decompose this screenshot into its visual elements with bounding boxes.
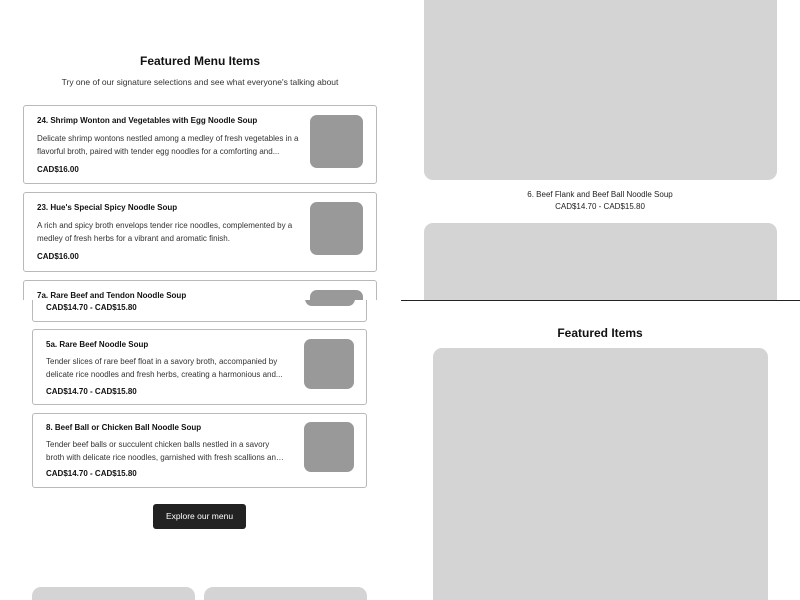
menu-item-card[interactable]: [23, 280, 377, 300]
menu-item-image: [304, 422, 354, 472]
explore-menu-button[interactable]: Explore our menu: [153, 504, 246, 529]
dish-image-placeholder: [424, 223, 777, 300]
featured-menu-title: Featured Menu Items: [139, 54, 261, 68]
featured-items-pane: [400, 300, 800, 600]
menu-item-title: 7a. Rare Beef and Tendon Noodle Soup: [37, 291, 187, 300]
dish-name: 6. Beef Flank and Beef Ball Noodle Soup: [527, 190, 673, 199]
pane-divider: [401, 300, 800, 301]
menu-item-image: [305, 300, 355, 306]
featured-item-image-placeholder: [433, 348, 768, 600]
menu-item-description: Tender beef balls or succulent chicken balls nestled in a savory broth with delicate rice noodles, garnished with fresh scallions and: [46, 440, 281, 462]
gallery-pane: [400, 0, 800, 300]
menu-item-image: [310, 290, 363, 300]
menu-item-price: CAD$16.00: [37, 252, 79, 261]
menu-item-card[interactable]: [23, 192, 377, 272]
dish-image-placeholder: [32, 587, 195, 600]
menu-item-description: Delicate shrimp wontons nestled among a medley of fresh vegetables in a flavorful broth, paired with tender egg noodles for a comforting and...: [37, 134, 299, 156]
featured-items-title: Featured Items: [557, 326, 643, 340]
menu-item-price: CAD$14.70 - CAD$15.80: [46, 469, 137, 478]
menu-item-description: A rich and spicy broth envelops tender rice noodles, complemented by a medley of fresh herbs for a vibrant and aromatic finish.: [37, 221, 293, 243]
menu-item-image: [304, 339, 354, 389]
menu-item-title: 8. Beef Ball or Chicken Ball Noodle Soup: [46, 423, 202, 432]
menu-item-description: Tender slices of rare beef float in a savory broth, accompanied by delicate rice noodles and fresh herbs, creating a harmonious and...: [46, 357, 283, 379]
featured-menu-pane-bottom: [0, 300, 400, 600]
dish-image-placeholder: [424, 0, 777, 180]
menu-item-title: 23. Hue's Special Spicy Noodle Soup: [37, 203, 178, 212]
featured-menu-subtitle: Try one of our signature selections and see what everyone's talking about: [61, 77, 339, 87]
menu-item-price: CAD$14.70 - CAD$15.80: [46, 387, 137, 396]
dish-image-placeholder: [204, 587, 367, 600]
featured-menu-pane-top: [0, 0, 400, 300]
menu-item-title: 24. Shrimp Wonton and Vegetables with Egg Noodle Soup: [37, 116, 258, 125]
menu-item-card[interactable]: [32, 413, 367, 488]
menu-item-price: CAD$16.00: [37, 165, 79, 174]
menu-item-image: [310, 115, 363, 168]
menu-item-card[interactable]: [32, 300, 367, 322]
menu-item-image: [310, 202, 363, 255]
menu-item-price: CAD$14.70 - CAD$15.80: [46, 303, 137, 312]
menu-item-title: 5a. Rare Beef Noodle Soup: [46, 340, 149, 349]
menu-item-card[interactable]: [32, 329, 367, 405]
dish-price: CAD$14.70 - CAD$15.80: [555, 202, 645, 211]
menu-item-card[interactable]: [23, 105, 377, 184]
